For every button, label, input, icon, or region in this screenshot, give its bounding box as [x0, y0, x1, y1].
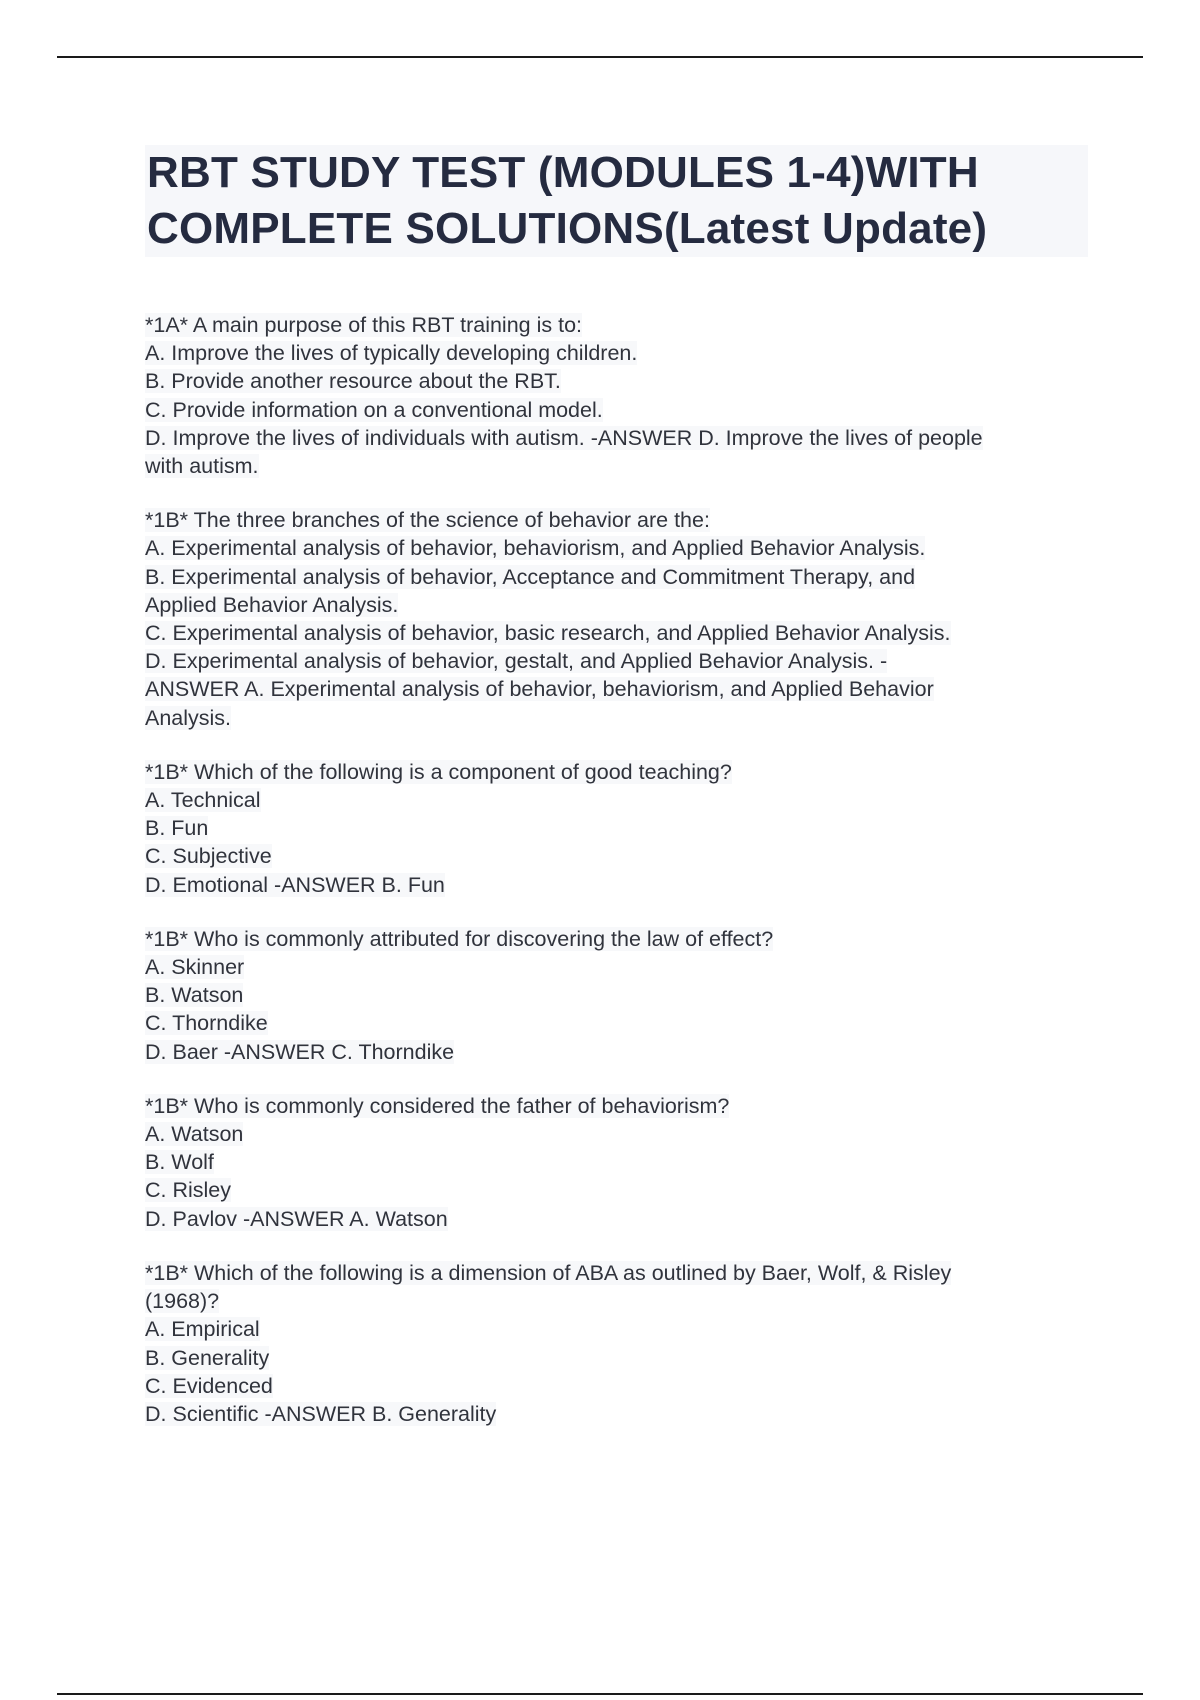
bottom-rule: [57, 1693, 1143, 1695]
option-line: [145, 953, 1095, 981]
line-text: *1B* Which of the following is a dimension of ABA as outlined by Baer, Wolf, & Risley: [145, 1260, 952, 1285]
option-line: [145, 981, 1095, 1009]
option-line: [145, 339, 1095, 367]
line-text: B. Provide another resource about the RBT.: [145, 369, 561, 394]
option-line: [145, 786, 1095, 814]
top-rule: [57, 56, 1143, 58]
line-text: C. Experimental analysis of behavior, basic research, and Applied Behavior Analysis.: [145, 621, 951, 646]
question-text: [145, 758, 1095, 786]
option-line: [145, 647, 1095, 675]
line-text: C. Thorndike: [145, 1011, 268, 1036]
line-text: B. Generality: [145, 1345, 270, 1370]
option-line: [145, 704, 1095, 732]
option-line: [145, 1176, 1095, 1204]
question-text: [145, 1092, 1095, 1120]
document-title: [147, 145, 1088, 257]
question-block: [145, 506, 1095, 732]
line-text: *1B* The three branches of the science of behavior are the:: [145, 508, 710, 533]
question-text: [145, 311, 1095, 339]
option-line: [145, 1287, 1095, 1315]
question-list: [145, 311, 1095, 1454]
option-line: [145, 619, 1095, 647]
option-line: [145, 424, 1095, 452]
line-text: A. Technical: [145, 788, 261, 813]
line-text: B. Wolf: [145, 1150, 214, 1175]
line-text: Applied Behavior Analysis.: [145, 592, 399, 617]
option-line: [145, 1148, 1095, 1176]
option-line: [145, 396, 1095, 424]
line-text: A. Improve the lives of typically developing children.: [145, 341, 638, 366]
line-text: D. Pavlov -ANSWER A. Watson: [145, 1206, 448, 1231]
line-text: Analysis.: [145, 705, 232, 730]
line-text: D. Improve the lives of individuals with autism. -ANSWER D. Improve the lives of people: [145, 425, 983, 450]
option-line: [145, 1400, 1095, 1428]
question-block: [145, 1259, 1095, 1428]
option-line: [145, 591, 1095, 619]
line-text: C. Evidenced: [145, 1373, 273, 1398]
question-text: [145, 506, 1095, 534]
line-text: *1A* A main purpose of this RBT training is to:: [145, 313, 583, 337]
question-block: [145, 1092, 1095, 1233]
line-text: *1B* Who is commonly attributed for discovering the law of effect?: [145, 926, 774, 951]
line-text: B. Watson: [145, 983, 244, 1008]
line-text: B. Fun: [145, 816, 209, 841]
option-line: [145, 1038, 1095, 1066]
line-text: D. Emotional -ANSWER B. Fun: [145, 872, 445, 897]
option-line: [145, 1372, 1095, 1400]
line-text: A. Skinner: [145, 955, 245, 980]
line-text: with autism.: [145, 454, 259, 479]
option-line: [145, 452, 1095, 480]
line-text: C. Provide information on a conventional model.: [145, 397, 603, 422]
line-text: A. Experimental analysis of behavior, behaviorism, and Applied Behavior Analysis.: [145, 536, 926, 561]
title-line: COMPLETE SOLUTIONS(Latest Update): [147, 204, 988, 253]
line-text: D. Scientific -ANSWER B. Generality: [145, 1401, 497, 1426]
line-text: A. Watson: [145, 1122, 244, 1147]
title-line: RBT STUDY TEST (MODULES 1-4)WITH: [147, 148, 979, 197]
line-text: (1968)?: [145, 1289, 220, 1314]
question-text: [145, 925, 1095, 953]
question-block: [145, 311, 1095, 480]
option-line: [145, 1120, 1095, 1148]
line-text: ANSWER A. Experimental analysis of behavior, behaviorism, and Applied Behavior: [145, 677, 934, 702]
option-line: [145, 1344, 1095, 1372]
option-line: [145, 367, 1095, 395]
option-line: [145, 1009, 1095, 1037]
option-line: [145, 842, 1095, 870]
option-line: [145, 871, 1095, 899]
question-block: [145, 925, 1095, 1066]
option-line: [145, 1205, 1095, 1233]
title-block: [145, 145, 1088, 257]
question-text: [145, 1259, 1095, 1287]
line-text: *1B* Which of the following is a component of good teaching?: [145, 759, 732, 784]
line-text: *1B* Who is commonly considered the father of behaviorism?: [145, 1093, 730, 1118]
line-text: B. Experimental analysis of behavior, Acceptance and Commitment Therapy, and: [145, 564, 916, 589]
option-line: [145, 1315, 1095, 1343]
line-text: C. Subjective: [145, 844, 272, 869]
option-line: [145, 814, 1095, 842]
line-text: A. Empirical: [145, 1317, 260, 1342]
option-line: [145, 534, 1095, 562]
option-line: [145, 563, 1095, 591]
question-block: [145, 758, 1095, 899]
option-line: [145, 675, 1095, 703]
line-text: C. Risley: [145, 1178, 232, 1203]
line-text: D. Baer -ANSWER C. Thorndike: [145, 1039, 455, 1064]
line-text: D. Experimental analysis of behavior, gestalt, and Applied Behavior Analysis. -: [145, 649, 888, 674]
